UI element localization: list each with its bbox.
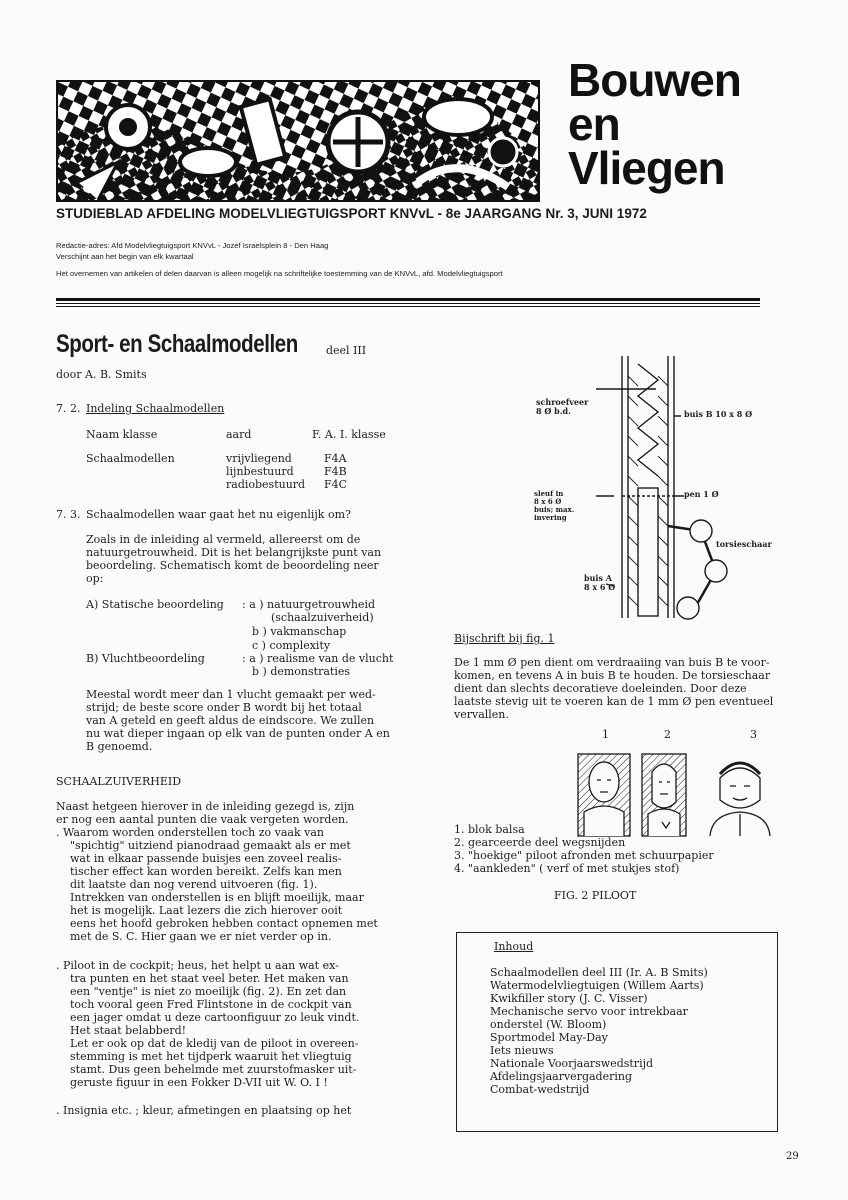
judging-item: (schaalzuiverheid) [271, 611, 374, 624]
text-line: . Waarom worden onderstellen toch zo vaak van [56, 826, 324, 839]
diagram-label: invering [534, 513, 567, 522]
diagram-label: 8 Ø b.d. [536, 406, 571, 416]
spring-coil [638, 364, 658, 476]
contents-item: Mechanische servo voor intrekbaar [490, 1005, 688, 1018]
text-line: "spichtig" uitziend pianodraad gemaakt als er met [70, 839, 351, 852]
table-header: F. A. I. klasse [312, 428, 386, 441]
contents-item: onderstel (W. Bloom) [490, 1018, 607, 1031]
text-line: Meestal wordt meer dan 1 vlucht gemaakt per wed- [86, 688, 376, 701]
masthead-artwork [56, 80, 540, 202]
page-number: 29 [786, 1151, 799, 1162]
text-line: van A geteld en geeft aldus de eindscore. We zullen [86, 714, 375, 727]
text-line: nu wat dieper ingaan op elk van de punten onder A en [86, 727, 390, 740]
pilot-figure [570, 752, 790, 840]
section-title: Indeling Schaalmodellen [86, 402, 225, 415]
text-line: Zoals in de inleiding al vermeld, allereerst om de [86, 533, 361, 546]
judging-item: b ) demonstraties [252, 665, 350, 678]
contents-item: Iets nieuws [490, 1044, 554, 1057]
text-line: komen, en tevens A in buis B te houden. De torsieschaar [454, 669, 771, 682]
list-item: 3. "hoekige" piloot afronden met schuurpapier [454, 849, 714, 862]
diagram-label: buis B 10 x 8 Ø [684, 409, 753, 419]
table-cell: F4C [324, 478, 348, 491]
masthead-subtitle: STUDIEBLAD AFDELING MODELVLIEGTUIGSPORT KNVvL - 8e JAARGANG Nr. 3, JUNI 1972 [56, 206, 647, 221]
text-line: eens het hoofd gebroken hebben contact opnemen met [70, 917, 378, 930]
article-title: Sport- en Schaalmodellen [56, 330, 298, 358]
step-number: 3 [750, 728, 757, 741]
text-line: tischer effect kan worden bereikt. Zelfs kan men [70, 865, 342, 878]
text-line: De 1 mm Ø pen dient om verdraaiing van buis B te voor- [454, 656, 770, 669]
table-cell: lijnbestuurd [226, 465, 294, 478]
judging-item: : a ) natuurgetrouwheid [242, 598, 376, 611]
section-title: Schaalmodellen waar gaat het nu eigenlijk om? [86, 508, 351, 521]
contents-item: Kwikfiller story (J. C. Visser) [490, 992, 648, 1005]
text-line: dit laatste dan nog verend uitvoeren (fig. 1). [70, 878, 318, 891]
list-item: 4. "aankleden" ( verf of met stukjes stof) [454, 862, 680, 875]
table-header: aard [226, 428, 252, 441]
section-number: 7. 3. [56, 508, 81, 521]
text-line: dient dan slechts decoratieve doeleinden. Door deze [454, 682, 747, 695]
diagram-label: 8 x 6 Ø [584, 582, 616, 592]
contents-item: Afdelingsjaarvergadering [490, 1070, 633, 1083]
text-line: beoordeling. Schematisch komt de beoordeling neer [86, 559, 379, 572]
text-line: het is mogelijk. Laat lezers die zich hierover ooit [70, 904, 343, 917]
diagram-label: pen 1 Ø [684, 489, 719, 499]
judging-label: A) Statische beoordeling [86, 598, 224, 611]
table-cell: F4A [324, 452, 347, 465]
text-line: natuurgetrouwheid. Dit is het belangrijkste punt van [86, 546, 382, 559]
step-number: 1 [602, 728, 609, 741]
masthead-title-line: Bouwen [568, 54, 741, 106]
masthead-title [568, 54, 741, 194]
table-cell: Schaalmodellen [86, 452, 175, 465]
diagram-label: sleuf in [534, 489, 564, 498]
text-line: Intrekken van onderstellen is en blijft moeilijk, maar [70, 891, 364, 904]
text-line: stamt. Dus geen behelmde met zuurstofmasker uit- [70, 1063, 357, 1076]
text-line: . Piloot in de cockpit; heus, het helpt u aan wat ex- [56, 959, 339, 972]
divider [56, 298, 760, 301]
contents-item: Combat-wedstrijd [490, 1083, 590, 1096]
judging-item: : a ) realisme van de vlucht [242, 652, 394, 665]
subheading: SCHAALZUIVERHEID [56, 775, 182, 788]
text-line: op: [86, 572, 104, 585]
table-cell: radiobestuurd [226, 478, 306, 491]
article-part: deel III [326, 344, 367, 357]
text-line: laatste stevig uit te voeren kan de 1 mm Ø pen eventueel [454, 695, 774, 708]
text-line: strijd; de beste score onder B wordt bij het totaal [86, 701, 362, 714]
table-cell: vrijvliegend [226, 452, 292, 465]
divider [56, 306, 760, 307]
diagram-label: 8 x 6 Ø [534, 497, 562, 506]
text-line: wat in elkaar passende buisjes een zoveel realis- [70, 852, 342, 865]
article-author: door A. B. Smits [56, 368, 147, 381]
text-line: geruste figuur in een Fokker D-VII uit W. O. I ! [70, 1076, 328, 1089]
text-line: vervallen. [454, 708, 509, 721]
contents-item: Watermodelvliegtuigen (Willem Aarts) [490, 979, 704, 992]
text-line: toch vooral geen Fred Flintstone in de cockpit van [70, 998, 352, 1011]
text-line: Let er ook op dat de kledij van de piloot in overeen- [70, 1037, 359, 1050]
insignia-line: . Insignia etc. ; kleur, afmetingen en plaatsing op het [56, 1104, 352, 1117]
judging-label: B) Vluchtbeoordeling [86, 652, 205, 665]
text-line: Naast hetgeen hierover in de inleiding gezegd is, zijn [56, 800, 355, 813]
contents-item: Schaalmodellen deel III (Ir. A. B Smits) [490, 966, 708, 979]
step-number: 2 [664, 728, 671, 741]
outer-tube-wall [622, 356, 628, 618]
list-item: 1. blok balsa [454, 823, 525, 836]
judging-item: b ) vakmanschap [252, 625, 347, 638]
copyright-notice: Het overnemen van artikelen of delen daarvan is alleen mogelijk na schriftelijke toestemming van de KNVvL, afd. Modelvliegtuigsport [56, 269, 503, 278]
text-line: een "ventje" is niet zo moeilijk (fig. 2). En zet dan [70, 985, 347, 998]
text-line: met de S. C. Hier gaan we er niet verder op in. [70, 930, 332, 943]
contents-title: Inhoud [494, 940, 534, 953]
diagram-label: buis; max. [534, 505, 575, 514]
contents-item: Sportmodel May-Day [490, 1031, 608, 1044]
figure-caption: FIG. 2 PILOOT [554, 889, 637, 902]
table-header: Naam klasse [86, 428, 158, 441]
text-line: een jager omdat u deze cartoonfiguur zo leuk vindt. [70, 1011, 360, 1024]
caption-title: Bijschrift bij fig. 1 [454, 632, 555, 645]
outer-tube-wall [668, 356, 674, 618]
text-line: tra punten en het staat veel beter. Het maken van [70, 972, 349, 985]
masthead-title-line: Vliegen [568, 142, 725, 194]
address-line: Redactie-adres: Afd Modelvliegtuigsport KNVvL - Jozef Israelsplein 8 - Den Haag [56, 241, 329, 250]
divider [56, 303, 760, 304]
text-line: er nog een aantal punten die vaak vergeten worden. [56, 813, 349, 826]
section-number: 7. 2. [56, 402, 81, 415]
text-line: stemming is met het tijdperk waaruit het vliegtuig [70, 1050, 352, 1063]
judging-item: c ) complexity [252, 639, 331, 652]
diagram-label: schroefveer [536, 397, 589, 407]
diagram-label: torsieschaar [716, 539, 772, 549]
list-item: 2. gearceerde deel wegsnijden [454, 836, 626, 849]
address-line: Verschijnt aan het begin van elk kwartaal [56, 252, 194, 261]
table-cell: F4B [324, 465, 347, 478]
inner-tube-a [638, 488, 658, 616]
text-line: B genoemd. [86, 740, 153, 753]
text-line: Het staat belabberd! [70, 1024, 187, 1037]
diagram-label: buis A [584, 573, 612, 583]
masthead-title-line: en [568, 98, 620, 150]
contents-item: Nationale Voorjaarswedstrijd [490, 1057, 654, 1070]
